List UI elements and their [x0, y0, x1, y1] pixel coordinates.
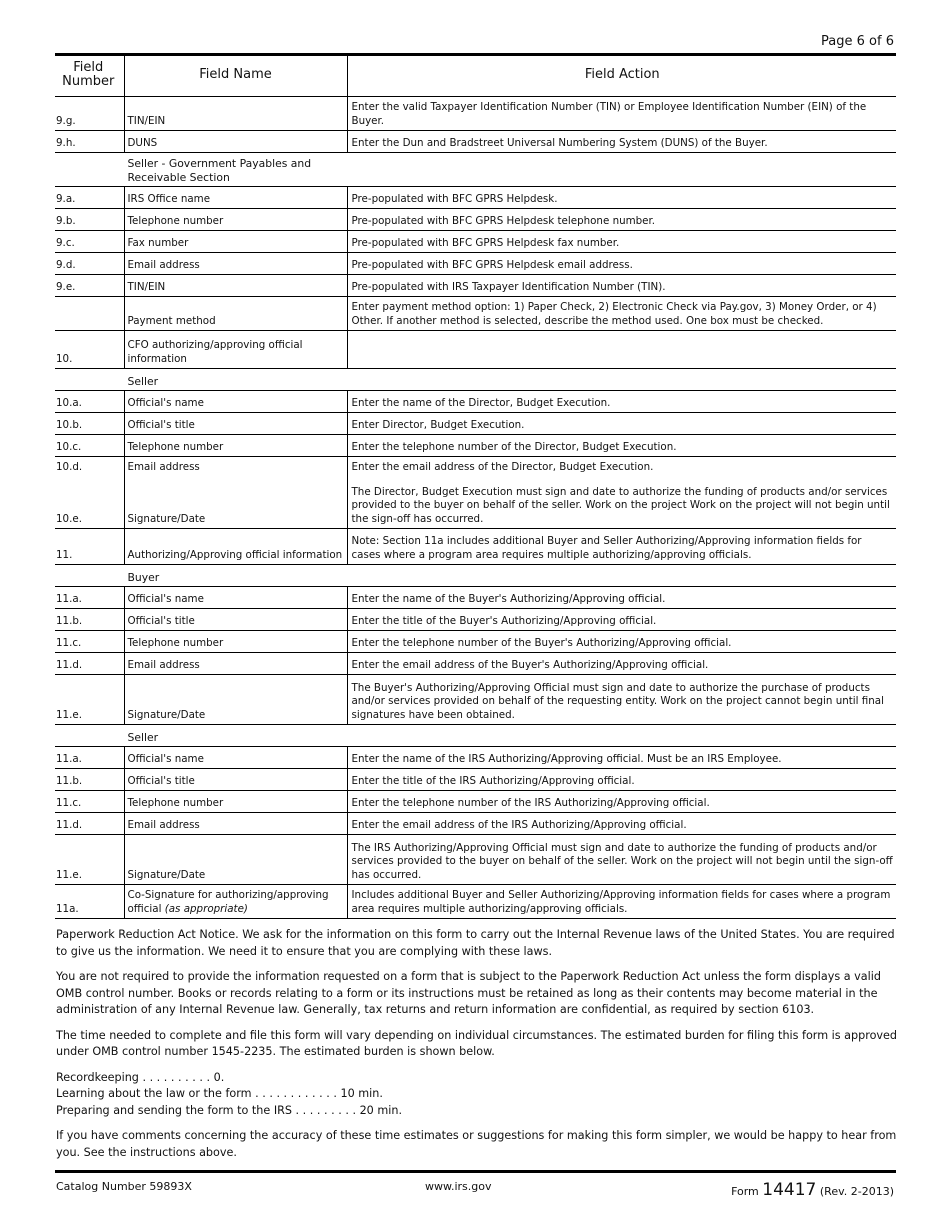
form-revision: (Rev. 2-2013) — [819, 1185, 894, 1198]
field-name-cell — [124, 456, 347, 478]
field-action-cell: Pre-populated with BFC GPRS Helpdesk. — [347, 186, 896, 208]
table-row — [55, 152, 896, 186]
table-row — [55, 368, 896, 390]
field-name-cell — [124, 884, 347, 918]
table-row — [55, 390, 896, 412]
field-action-cell: Enter the name of the Buyer's Authorizing/Approving official. — [347, 586, 896, 608]
field-number-cell: 9.a. — [55, 186, 124, 208]
table-row — [55, 884, 896, 918]
burden-line: Learning about the law or the form . . . . . . . . . . . . 10 min. — [56, 1087, 383, 1100]
field-name-text: Email address — [127, 818, 200, 831]
field-name-text: Authorizing/Approving official information — [127, 548, 343, 561]
bottom-rule — [55, 1170, 896, 1173]
field-name-cell — [124, 330, 347, 368]
field-name-text: Signature/Date — [127, 708, 206, 721]
field-action-cell: Enter the email address of the IRS Authorizing/Approving official. — [347, 812, 896, 834]
field-name-cell — [124, 252, 347, 274]
field-name-text: DUNS — [127, 136, 158, 149]
catalog-number: Catalog Number 59893X — [56, 1180, 192, 1193]
field-name-text: Telephone number — [127, 796, 224, 809]
field-name-cell — [124, 96, 347, 130]
field-name-cell — [124, 186, 347, 208]
table-row — [55, 434, 896, 456]
field-name-text: IRS Office name — [127, 192, 211, 205]
field-action-cell — [347, 152, 896, 186]
table-row — [55, 724, 896, 746]
field-number-cell — [55, 724, 124, 746]
field-action-cell: Enter the telephone number of the Buyer's Authorizing/Approving official. — [347, 630, 896, 652]
field-name-text: Official's title — [127, 774, 195, 787]
field-number-cell: 11.a. — [55, 746, 124, 768]
field-action-cell: Pre-populated with BFC GPRS Helpdesk email address. — [347, 252, 896, 274]
field-number-cell: 11.c. — [55, 630, 124, 652]
field-name-text: TIN/EIN — [127, 280, 166, 293]
paperwork-notice — [56, 927, 898, 1170]
field-number-cell: 9.g. — [55, 96, 124, 130]
field-name-text: Seller — [127, 374, 159, 388]
field-action-cell: Enter the name of the Director, Budget Execution. — [347, 390, 896, 412]
field-number-cell: 11. — [55, 528, 124, 564]
field-action-cell: Pre-populated with BFC GPRS Helpdesk telephone number. — [347, 208, 896, 230]
table-row — [55, 790, 896, 812]
field-name-cell — [124, 208, 347, 230]
field-action-cell: Enter Director, Budget Execution. — [347, 412, 896, 434]
field-action-cell: Pre-populated with IRS Taxpayer Identification Number (TIN). — [347, 274, 896, 296]
field-number-cell — [55, 368, 124, 390]
table-row — [55, 186, 896, 208]
field-action-cell: Enter the email address of the Director, Budget Execution. — [347, 456, 896, 478]
field-number-cell: 10.b. — [55, 412, 124, 434]
field-number-cell: 11.d. — [55, 652, 124, 674]
field-name-cell — [124, 528, 347, 564]
burden-list — [56, 1070, 898, 1120]
field-action-cell: Enter the name of the IRS Authorizing/Approving official. Must be an IRS Employee. — [347, 746, 896, 768]
field-number-cell: 11a. — [55, 884, 124, 918]
field-number-cell: 11.b. — [55, 608, 124, 630]
field-table — [55, 56, 896, 919]
field-number-cell: 9.c. — [55, 230, 124, 252]
field-name-cell — [124, 368, 347, 390]
field-name-text: Email address — [127, 460, 200, 473]
field-name-cell — [124, 746, 347, 768]
field-number-cell: 11.e. — [55, 674, 124, 724]
table-row — [55, 456, 896, 478]
field-name-cell — [124, 790, 347, 812]
field-name-text: CFO authorizing/approving official information — [127, 339, 303, 365]
field-action-cell: Enter the email address of the Buyer's Authorizing/Approving official. — [347, 652, 896, 674]
form-id — [731, 1180, 894, 1200]
field-name-text: Telephone number — [127, 440, 224, 453]
table-row — [55, 208, 896, 230]
table-row — [55, 768, 896, 790]
field-action-cell: The Buyer's Authorizing/Approving Official must sign and date to authorize the purchase of products and/or services provided on behalf of the requesting entity. Work on the project cannot begin until final signatures have been obtained. — [347, 674, 896, 724]
table-row — [55, 412, 896, 434]
field-name-text: TIN/EIN — [127, 114, 166, 127]
website-link[interactable]: www.irs.gov — [425, 1180, 492, 1193]
header-field-number: Field Number — [55, 56, 124, 96]
table-row — [55, 96, 896, 130]
field-name-text: Email address — [127, 258, 200, 271]
field-number-cell — [55, 564, 124, 586]
field-name-cell — [124, 434, 347, 456]
field-number-cell — [55, 152, 124, 186]
burden-line: Recordkeeping . . . . . . . . . . 0. — [56, 1070, 225, 1084]
field-number-cell: 9.b. — [55, 208, 124, 230]
field-name-qualifier: (as appropriate) — [164, 902, 248, 915]
table-row — [55, 478, 896, 528]
field-number-cell: 9.e. — [55, 274, 124, 296]
table-row — [55, 274, 896, 296]
field-name-cell — [124, 130, 347, 152]
field-name-text: Seller — [127, 730, 159, 744]
header-field-name: Field Name — [124, 56, 347, 96]
field-name-text: Fax number — [127, 236, 189, 249]
field-name-cell — [124, 478, 347, 528]
table-row — [55, 608, 896, 630]
field-action-cell: Enter the Dun and Bradstreet Universal Numbering System (DUNS) of the Buyer. — [347, 130, 896, 152]
field-number-cell: 10.a. — [55, 390, 124, 412]
field-name-cell — [124, 390, 347, 412]
field-number-cell: 11.c. — [55, 790, 124, 812]
field-action-cell — [347, 330, 896, 368]
field-name-text: Payment method — [127, 314, 216, 327]
table-row — [55, 564, 896, 586]
field-action-cell — [347, 724, 896, 746]
field-action-cell: Enter the title of the IRS Authorizing/Approving official. — [347, 768, 896, 790]
field-name-text: Email address — [127, 658, 200, 671]
header-field-action: Field Action — [347, 56, 896, 96]
field-number-cell: 10.e. — [55, 478, 124, 528]
notice-paragraph: You are not required to provide the information requested on a form that is subject to the Paperwork Reduction Act unless the form displays a valid OMB control number. Books or records relating to a form or its instructions must be retained as long as their contents may become material in the administration of any Internal Revenue law. Generally, tax returns and return information are confidential, as required by section 6103. — [56, 970, 881, 1016]
field-action-cell — [347, 564, 896, 586]
field-action-cell: Includes additional Buyer and Seller Authorizing/Approving information fields for cases where a program area requires multiple authorizing/approving officials. — [347, 884, 896, 918]
field-name-text: Official's name — [127, 396, 204, 409]
field-number-cell: 9.d. — [55, 252, 124, 274]
notice-paragraph: The time needed to complete and file this form will vary depending on individual circumstances. The estimated burden for filing this form is approved under OMB control number 1545-2235. The estimated burden is shown below. — [56, 1028, 898, 1058]
field-name-cell — [124, 152, 347, 186]
table-row — [55, 630, 896, 652]
field-name-cell — [124, 652, 347, 674]
field-name-text: Official's name — [127, 592, 204, 605]
field-name-text: Signature/Date — [127, 512, 206, 525]
field-name-text: Telephone number — [127, 636, 224, 649]
field-name-text: Signature/Date — [127, 868, 206, 881]
field-action-cell: Enter the telephone number of the Director, Budget Execution. — [347, 434, 896, 456]
field-name-text: Telephone number — [127, 214, 224, 227]
field-name-text: Seller - Government Payables and Receivable Section — [127, 157, 312, 184]
table-row — [55, 230, 896, 252]
table-row — [55, 652, 896, 674]
table-row — [55, 296, 896, 330]
table-row — [55, 586, 896, 608]
field-name-cell — [124, 768, 347, 790]
page-number: Page 6 of 6 — [821, 34, 894, 49]
field-name-cell — [124, 608, 347, 630]
field-name-text: Official's title — [127, 418, 195, 431]
field-name-cell — [124, 834, 347, 884]
field-name-cell — [124, 724, 347, 746]
field-number-cell: 11.a. — [55, 586, 124, 608]
field-action-cell: Enter payment method option: 1) Paper Check, 2) Electronic Check via Pay.gov, 3) Money Order, or 4) Other. If another method is selected, describe the method used. One box must be checked. — [347, 296, 896, 330]
field-action-cell: Enter the title of the Buyer's Authorizing/Approving official. — [347, 608, 896, 630]
table-row — [55, 812, 896, 834]
field-name-cell — [124, 674, 347, 724]
table-row — [55, 252, 896, 274]
field-number-cell: 11.b. — [55, 768, 124, 790]
table-row — [55, 674, 896, 724]
field-number-cell: 10. — [55, 330, 124, 368]
field-number-cell: 11.e. — [55, 834, 124, 884]
field-name-cell — [124, 630, 347, 652]
field-action-cell: The IRS Authorizing/Approving Official must sign and date to authorize the funding of products and/or services provided to the buyer on behalf of the seller. Work on the project will not begin until the sign-off has occurred. — [347, 834, 896, 884]
field-name-cell — [124, 230, 347, 252]
field-action-cell: Note: Section 11a includes additional Buyer and Seller Authorizing/Approving information fields for cases where a program area requires multiple authorizing/approving officials. — [347, 528, 896, 564]
field-name-cell — [124, 412, 347, 434]
field-name-cell — [124, 274, 347, 296]
table-row — [55, 528, 896, 564]
field-name-cell — [124, 812, 347, 834]
table-row — [55, 834, 896, 884]
table-row — [55, 746, 896, 768]
field-name-text: Buyer — [127, 570, 160, 584]
field-number-cell: 10.d. — [56, 460, 83, 473]
field-name-text: Co-Signature for authorizing/approving official — [127, 889, 329, 915]
field-action-cell: Enter the valid Taxpayer Identification Number (TIN) or Employee Identification Number (EIN) of the Buyer. — [347, 96, 896, 130]
field-action-cell — [347, 368, 896, 390]
field-name-cell — [124, 586, 347, 608]
notice-paragraph: If you have comments concerning the accuracy of these time estimates or suggestions for making this form simpler, we would be happy to hear from you. See the instructions above. — [56, 1129, 897, 1159]
field-action-cell: The Director, Budget Execution must sign and date to authorize the funding of products and/or services provided to the buyer on behalf of the seller. Work on the project Work on the project will not begin until the sign-off has occurred. — [347, 478, 896, 528]
field-number-cell — [55, 296, 124, 330]
form-word: Form — [731, 1185, 759, 1198]
field-name-cell — [124, 564, 347, 586]
field-number-cell: 10.c. — [55, 434, 124, 456]
table-row — [55, 330, 896, 368]
burden-line: Preparing and sending the form to the IRS . . . . . . . . . 20 min. — [56, 1103, 403, 1117]
field-action-cell: Pre-populated with BFC GPRS Helpdesk fax number. — [347, 230, 896, 252]
table-row — [55, 130, 896, 152]
field-name-text: Official's name — [127, 752, 204, 765]
form-number: 14417 — [762, 1180, 817, 1200]
field-name-text: Official's title — [127, 614, 195, 627]
field-name-cell — [124, 296, 347, 330]
notice-paragraph: Paperwork Reduction Act Notice. We ask for the information on this form to carry out the Internal Revenue laws of the United States. You are required to give us the information. We need it to ensure that you are complying with these laws. — [56, 928, 895, 958]
table-header-row — [55, 56, 896, 96]
field-action-cell: Enter the telephone number of the IRS Authorizing/Approving official. — [347, 790, 896, 812]
field-number-cell: 11.d. — [55, 812, 124, 834]
field-number-cell: 9.h. — [55, 130, 124, 152]
